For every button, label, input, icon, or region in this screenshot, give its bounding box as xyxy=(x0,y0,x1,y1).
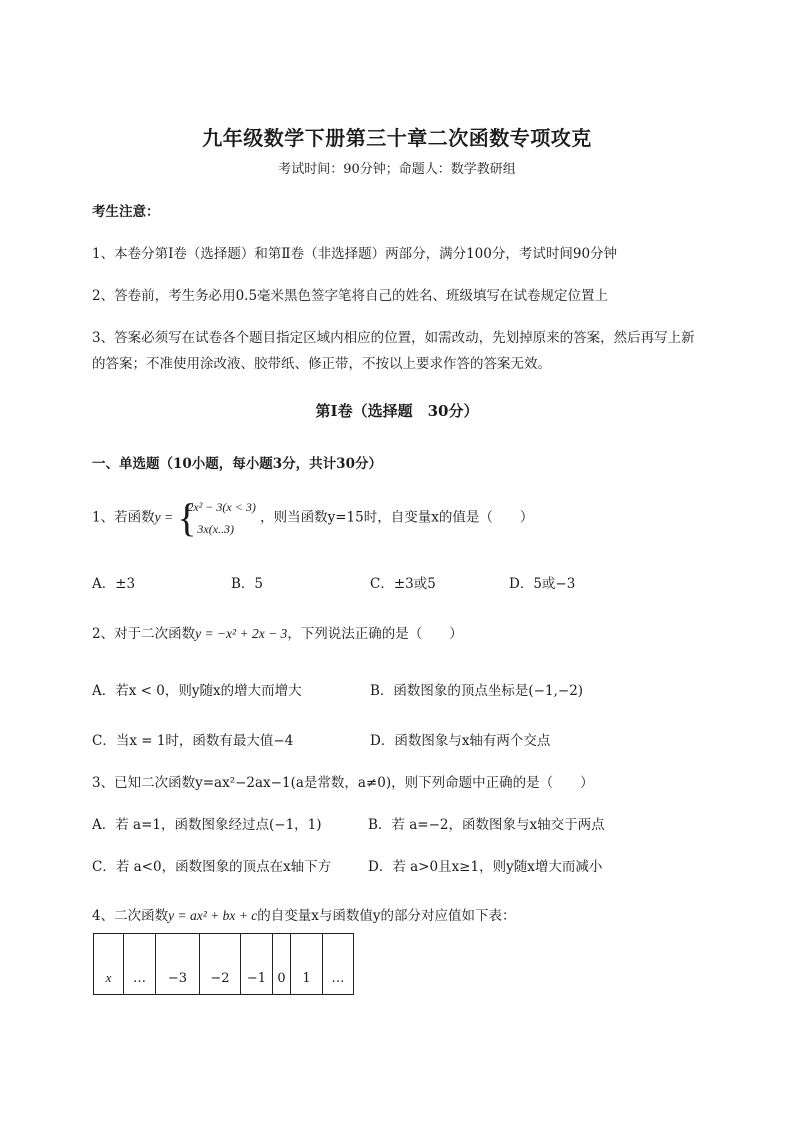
notice-item-3: 3、答案必须写在试卷各个题目指定区域内相应的位置，如需改动，先划掉原来的答案，然后再写上新 xyxy=(92,330,695,346)
q2-prefix: 2、对于二次函数 xyxy=(92,626,196,642)
notice-heading: 考生注意： xyxy=(92,204,160,220)
q2-option-d: D．函数图象与x轴有两个交点 xyxy=(370,733,551,749)
question-4 xyxy=(92,904,515,924)
q3-option-a: A．若 a=1，函数图象经过点(−1，1) xyxy=(92,817,322,833)
q1-case-1: 2x² − 3(x < 3) xyxy=(187,500,256,514)
q4-func: y = ax² + bx + c xyxy=(168,908,258,923)
question-1 xyxy=(92,496,533,540)
q1-option-b: B．5 xyxy=(231,576,264,592)
q1-func: y = xyxy=(154,509,174,525)
question-3: 3、已知二次函数y=ax²−2ax−1(a是常数，a≠0)，则下列命题中正确的是（ ） xyxy=(92,775,594,791)
q2-option-b: B．函数图象的顶点坐标是(−1,−2) xyxy=(370,683,584,699)
q3-option-c: C．若 a<0，函数图象的顶点在x轴下方 xyxy=(92,859,332,875)
part-title: 一、单选题（10小题，每小题3分，共计30分） xyxy=(92,456,382,472)
q4-suffix: 的自变量x与函数值y的部分对应值如下表： xyxy=(257,908,516,924)
brace-icon: { xyxy=(177,495,197,540)
table-cell: −3 xyxy=(156,934,200,995)
q1-piecewise xyxy=(177,496,255,540)
table-cell: x xyxy=(94,934,124,995)
q1-option-d: D．5或−3 xyxy=(509,576,576,592)
section-title: 第I卷（选择题 30分） xyxy=(315,402,479,420)
table-cell: … xyxy=(124,934,156,995)
q3-option-b: B．若 a=−2，函数图象与x轴交于两点 xyxy=(368,817,605,833)
exam-info: 考试时间：90分钟；命题人：数学教研组 xyxy=(278,162,516,177)
q1-suffix: ，则当函数y=15时，自变量x的值是（ ） xyxy=(260,509,534,526)
notice-item-1: 1、本卷分第I卷（选择题）和第Ⅱ卷（非选择题）两部分，满分100分，考试时间90分钟 xyxy=(92,246,618,262)
q4-prefix: 4、二次函数 xyxy=(92,908,169,924)
q1-prefix: 1、若函数 xyxy=(92,509,155,526)
table-cell: 1 xyxy=(291,934,323,995)
question-2 xyxy=(92,622,463,642)
q1-case-2: 3x(x..3) xyxy=(197,522,235,536)
table-cell: 0 xyxy=(273,934,291,995)
table-cell: −2 xyxy=(200,934,241,995)
q2-option-c: C．当x = 1时，函数有最大值−4 xyxy=(92,733,294,749)
table-cell: … xyxy=(323,934,354,995)
notice-item-3-cont: 的答案；不准使用涂改液、胶带纸、修正带，不按以上要求作答的答案无效。 xyxy=(92,356,551,372)
q3-option-d: D．若 a>0且x≥1，则y随x增大而减小 xyxy=(368,859,603,875)
q1-option-c: C．±3或5 xyxy=(370,576,436,592)
q2-option-a: A．若x < 0，则y随x的增大而增大 xyxy=(92,683,302,699)
q1-option-a: A．±3 xyxy=(92,576,136,592)
q2-func: y = −x² + 2x − 3 xyxy=(195,626,288,641)
q2-suffix: ，下列说法正确的是（ ） xyxy=(287,626,463,642)
notice-item-2: 2、答卷前，考生务必用0.5毫米黑色签字笔将自己的姓名、班级填写在试卷规定位置上 xyxy=(92,288,609,304)
table-cell: −1 xyxy=(241,934,273,995)
value-table xyxy=(93,933,354,995)
page-title: 九年级数学下册第三十章二次函数专项攻克 xyxy=(202,126,592,150)
table-row xyxy=(94,934,354,995)
